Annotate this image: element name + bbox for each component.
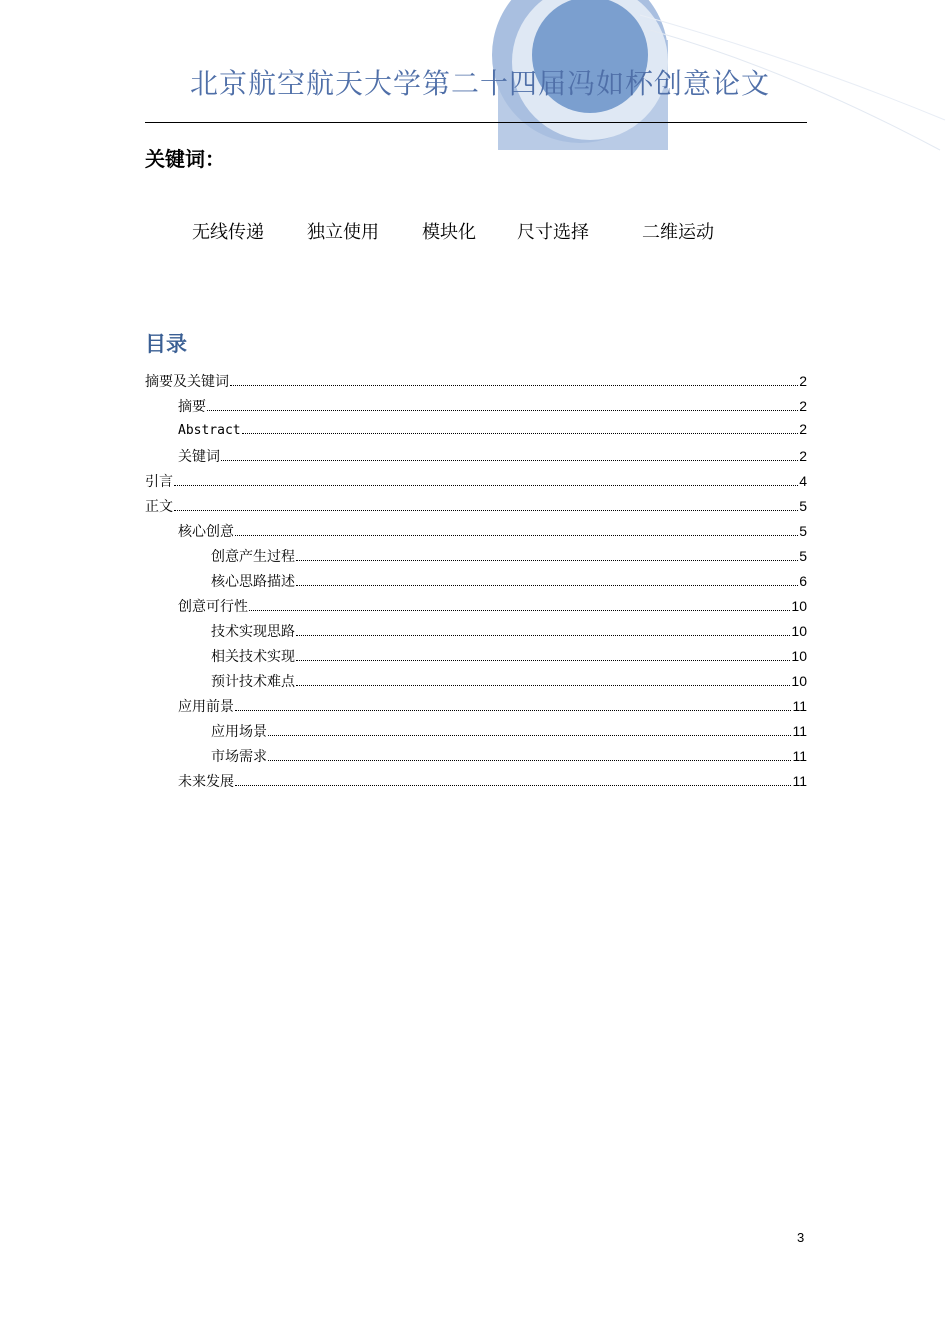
toc-entry[interactable] [145, 496, 807, 521]
keyword-item: 独立使用 [307, 222, 379, 243]
toc-entry-page: 11 [792, 723, 807, 739]
toc-dot-leader [296, 660, 790, 661]
toc-entry[interactable] [145, 771, 807, 796]
toc-entry[interactable] [145, 721, 807, 746]
toc-entry-label: 摘要 [178, 399, 206, 415]
toc-entry[interactable] [145, 571, 807, 596]
toc-entry-page: 2 [799, 448, 807, 464]
toc-entry-label: Abstract [178, 423, 241, 438]
toc-dot-leader [296, 560, 798, 561]
toc-entry-label: 创意产生过程 [211, 549, 295, 565]
toc-entry-label: 相关技术实现 [211, 649, 295, 665]
toc-dot-leader [174, 510, 798, 511]
toc-entry-page: 2 [799, 421, 807, 437]
toc-entry-label: 应用场景 [211, 724, 267, 740]
toc-entry-label: 正文 [145, 499, 173, 515]
toc-entry-label: 摘要及关键词 [145, 374, 229, 390]
toc-entry-page: 11 [792, 748, 807, 764]
toc-entry-page: 4 [799, 473, 807, 489]
toc-dot-leader [268, 760, 791, 761]
toc-entry-label: 关键词 [178, 449, 220, 465]
toc-dot-leader [296, 585, 798, 586]
toc-entry-page: 10 [791, 673, 807, 689]
toc-entry-page: 2 [799, 373, 807, 389]
toc-entry-page: 10 [791, 623, 807, 639]
toc-entry[interactable] [145, 646, 807, 671]
toc-entry[interactable] [145, 696, 807, 721]
toc-dot-leader [296, 685, 790, 686]
toc-entry-label: 应用前景 [178, 699, 234, 715]
toc-entry-page: 5 [799, 498, 807, 514]
toc-entry-page: 5 [799, 548, 807, 564]
toc-entry-page: 2 [799, 398, 807, 414]
toc-entry[interactable] [145, 621, 807, 646]
toc-heading: 目录 [145, 332, 187, 356]
toc-dot-leader [207, 410, 798, 411]
toc-entry[interactable] [145, 521, 807, 546]
toc-dot-leader [174, 485, 798, 486]
toc-entry-label: 核心思路描述 [211, 574, 295, 590]
toc-entry[interactable] [145, 446, 807, 471]
toc-dot-leader [235, 710, 791, 711]
keyword-item: 尺寸选择 [517, 222, 589, 243]
toc-entry[interactable] [145, 671, 807, 696]
toc-dot-leader [230, 385, 798, 386]
toc-entry-label: 创意可行性 [178, 599, 248, 615]
toc-entry-page: 11 [792, 773, 807, 789]
toc-entry-label: 市场需求 [211, 749, 267, 765]
toc-entry[interactable] [145, 421, 807, 446]
toc-dot-leader [242, 433, 799, 434]
toc-entry-label: 核心创意 [178, 524, 234, 540]
toc-entry-label: 未来发展 [178, 774, 234, 790]
toc-entry-label: 引言 [145, 474, 173, 490]
keyword-item: 无线传递 [192, 222, 264, 243]
toc-entry-label: 预计技术难点 [211, 674, 295, 690]
toc-entry-page: 10 [791, 598, 807, 614]
toc-entry-page: 5 [799, 523, 807, 539]
toc-entry[interactable] [145, 471, 807, 496]
table-of-contents [145, 371, 807, 796]
page-number: 3 [797, 1230, 805, 1245]
toc-entry[interactable] [145, 746, 807, 771]
document-header-title: 北京航空航天大学第二十四届冯如杯创意论文 [189, 67, 770, 100]
keyword-item: 模块化 [422, 222, 476, 243]
toc-entry[interactable] [145, 371, 807, 396]
toc-entry-page: 11 [792, 698, 807, 714]
toc-dot-leader [235, 535, 798, 536]
toc-dot-leader [296, 635, 790, 636]
toc-dot-leader [221, 460, 798, 461]
toc-entry-label: 技术实现思路 [211, 624, 295, 640]
toc-dot-leader [249, 610, 790, 611]
toc-entry[interactable] [145, 396, 807, 421]
header-divider [145, 122, 807, 123]
toc-dot-leader [268, 735, 791, 736]
toc-entry[interactable] [145, 596, 807, 621]
toc-entry[interactable] [145, 546, 807, 571]
toc-dot-leader [235, 785, 791, 786]
toc-entry-page: 6 [799, 573, 807, 589]
toc-entry-page: 10 [791, 648, 807, 664]
keywords-heading: 关键词： [145, 147, 225, 171]
keyword-item: 二维运动 [642, 222, 714, 243]
